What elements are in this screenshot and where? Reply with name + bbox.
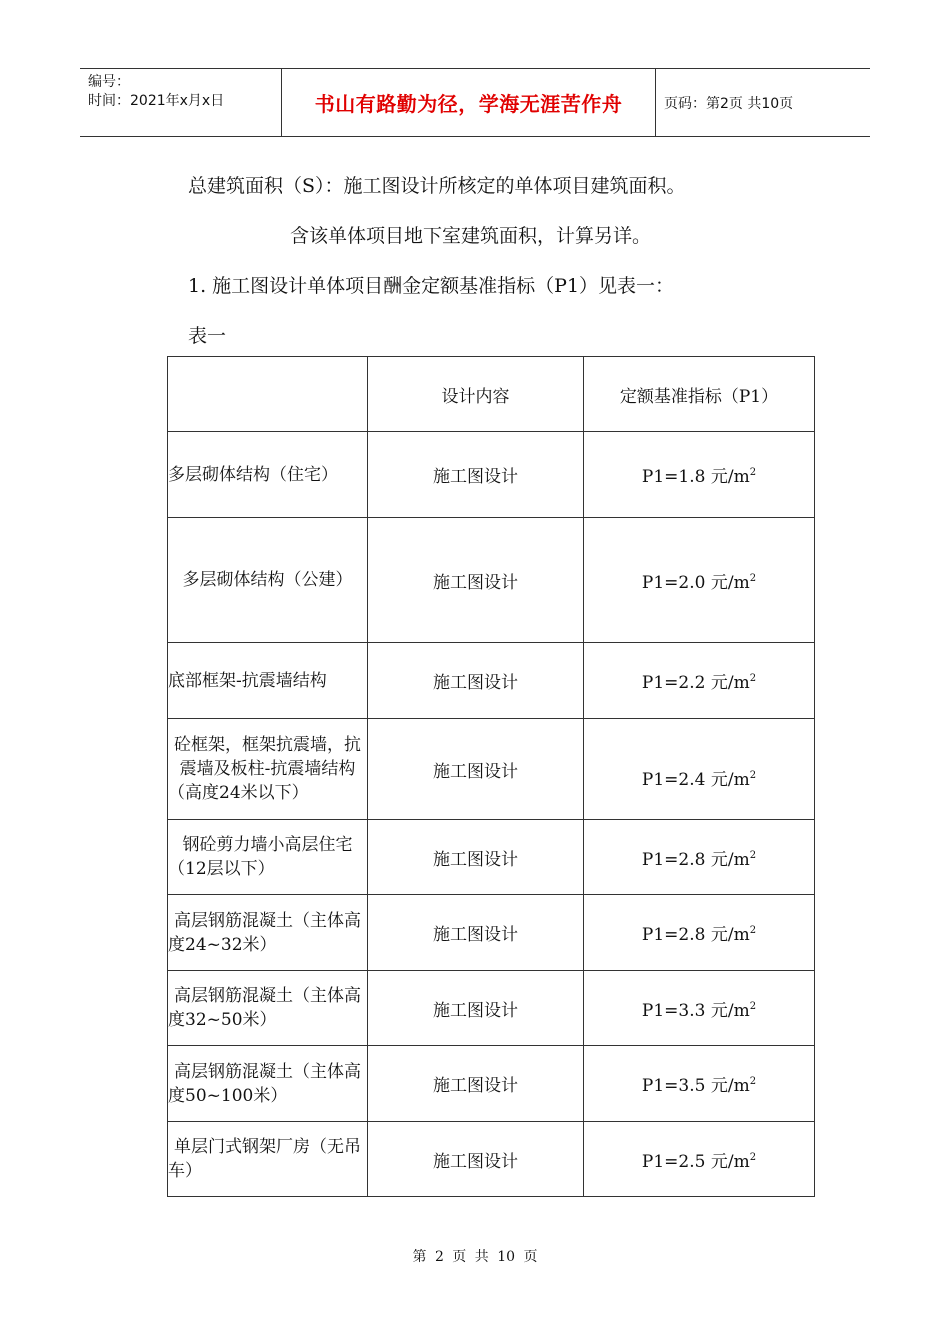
header-meta [80, 69, 282, 136]
quota-value: P1=3.3 元/m [641, 1000, 750, 1021]
quota-value: P1=1.8 元/m [641, 467, 750, 487]
cell-design-content: 施工图设计 [368, 971, 584, 1046]
cell-quota-index [584, 1122, 815, 1197]
header-cell-content: 设计内容 [368, 357, 584, 432]
cell-quota-index [584, 643, 815, 719]
body-line-1: 总建筑面积（S）：施工图设计所核定的单体项目建筑面积。 [188, 175, 686, 197]
cell-structure-type: 高层钢筋混凝土（主体高度24~32米） [168, 895, 368, 971]
quota-value: P1=2.8 元/m [641, 925, 750, 945]
page-footer: 第 2 页 共 10 页 [412, 1249, 538, 1265]
unit-exponent: 2 [749, 572, 757, 584]
cell-structure-type: 高层钢筋混凝土（主体高度50~100米） [168, 1046, 368, 1122]
cell-design-content: 施工图设计 [368, 1122, 584, 1197]
cell-quota-index [584, 518, 815, 643]
table-header-row [168, 357, 815, 432]
page-header [80, 68, 870, 137]
table-row [168, 1046, 815, 1122]
cell-quota-index [584, 895, 815, 971]
header-page-label: 页码：第2页 共10页 [664, 95, 794, 112]
cell-structure-type: 底部框架-抗震墙结构 [168, 643, 368, 719]
cell-structure-type: 多层砌体结构（住宅） [168, 432, 368, 518]
table-row [168, 518, 815, 643]
table-row [168, 1122, 815, 1197]
cell-design-content: 施工图设计 [368, 432, 584, 518]
cell-design-content: 施工图设计 [368, 518, 584, 643]
cell-quota-index [584, 1046, 815, 1122]
unit-exponent: 2 [749, 673, 757, 684]
cell-structure-type: 钢砼剪力墙小高层住宅（12层以下） [168, 820, 368, 895]
body-line-2: 含该单体项目地下室建筑面积，计算另详。 [290, 225, 652, 247]
quota-value: P1=2.4 元/m [641, 769, 750, 790]
cell-structure-type: 高层钢筋混凝土（主体高度32~50米） [168, 971, 368, 1046]
unit-exponent: 2 [749, 1000, 757, 1012]
header-time-label: 时间：2021年x月x日 [88, 93, 225, 109]
cell-quota-index [584, 432, 815, 518]
quota-value: P1=3.5 元/m [641, 1076, 750, 1096]
quota-value: P1=2.5 元/m [641, 1151, 750, 1172]
unit-exponent: 2 [749, 1151, 757, 1163]
quota-value: P1=2.8 元/m [641, 849, 750, 870]
body-line-3: 1. 施工图设计单体项目酬金定额基准指标（P1）见表一： [188, 275, 675, 297]
unit-exponent: 2 [749, 925, 757, 936]
header-motto: 书山有路勤为径，学海无涯苦作舟 [282, 69, 656, 136]
unit-exponent: 2 [749, 1076, 757, 1087]
table-row [168, 432, 815, 518]
header-number-label: 编号： [88, 74, 130, 90]
table-row [168, 971, 815, 1046]
cell-structure-type: 砼框架，框架抗震墙，抗震墙及板柱-抗震墙结构（高度24米以下） [168, 719, 368, 820]
quota-table [167, 356, 815, 1197]
cell-quota-index [584, 820, 815, 895]
cell-structure-type: 单层门式钢架厂房（无吊车） [168, 1122, 368, 1197]
unit-exponent: 2 [749, 849, 757, 861]
cell-design-content: 施工图设计 [368, 895, 584, 971]
cell-quota-index [584, 719, 815, 820]
cell-design-content: 施工图设计 [368, 643, 584, 719]
cell-design-content: 施工图设计 [368, 820, 584, 895]
header-cell-type [168, 357, 368, 432]
table-row [168, 719, 815, 820]
table-row [168, 895, 815, 971]
cell-quota-index [584, 971, 815, 1046]
unit-exponent: 2 [749, 467, 757, 478]
cell-design-content: 施工图设计 [368, 719, 584, 820]
cell-design-content: 施工图设计 [368, 1046, 584, 1122]
table-title: 表一 [188, 325, 227, 347]
quota-value: P1=2.2 元/m [641, 673, 750, 693]
header-cell-index: 定额基准指标（P1） [584, 357, 815, 432]
table-row [168, 820, 815, 895]
table-row [168, 643, 815, 719]
quota-value: P1=2.0 元/m [641, 572, 750, 593]
unit-exponent: 2 [749, 769, 757, 781]
cell-structure-type: 多层砌体结构（公建） [168, 518, 368, 643]
